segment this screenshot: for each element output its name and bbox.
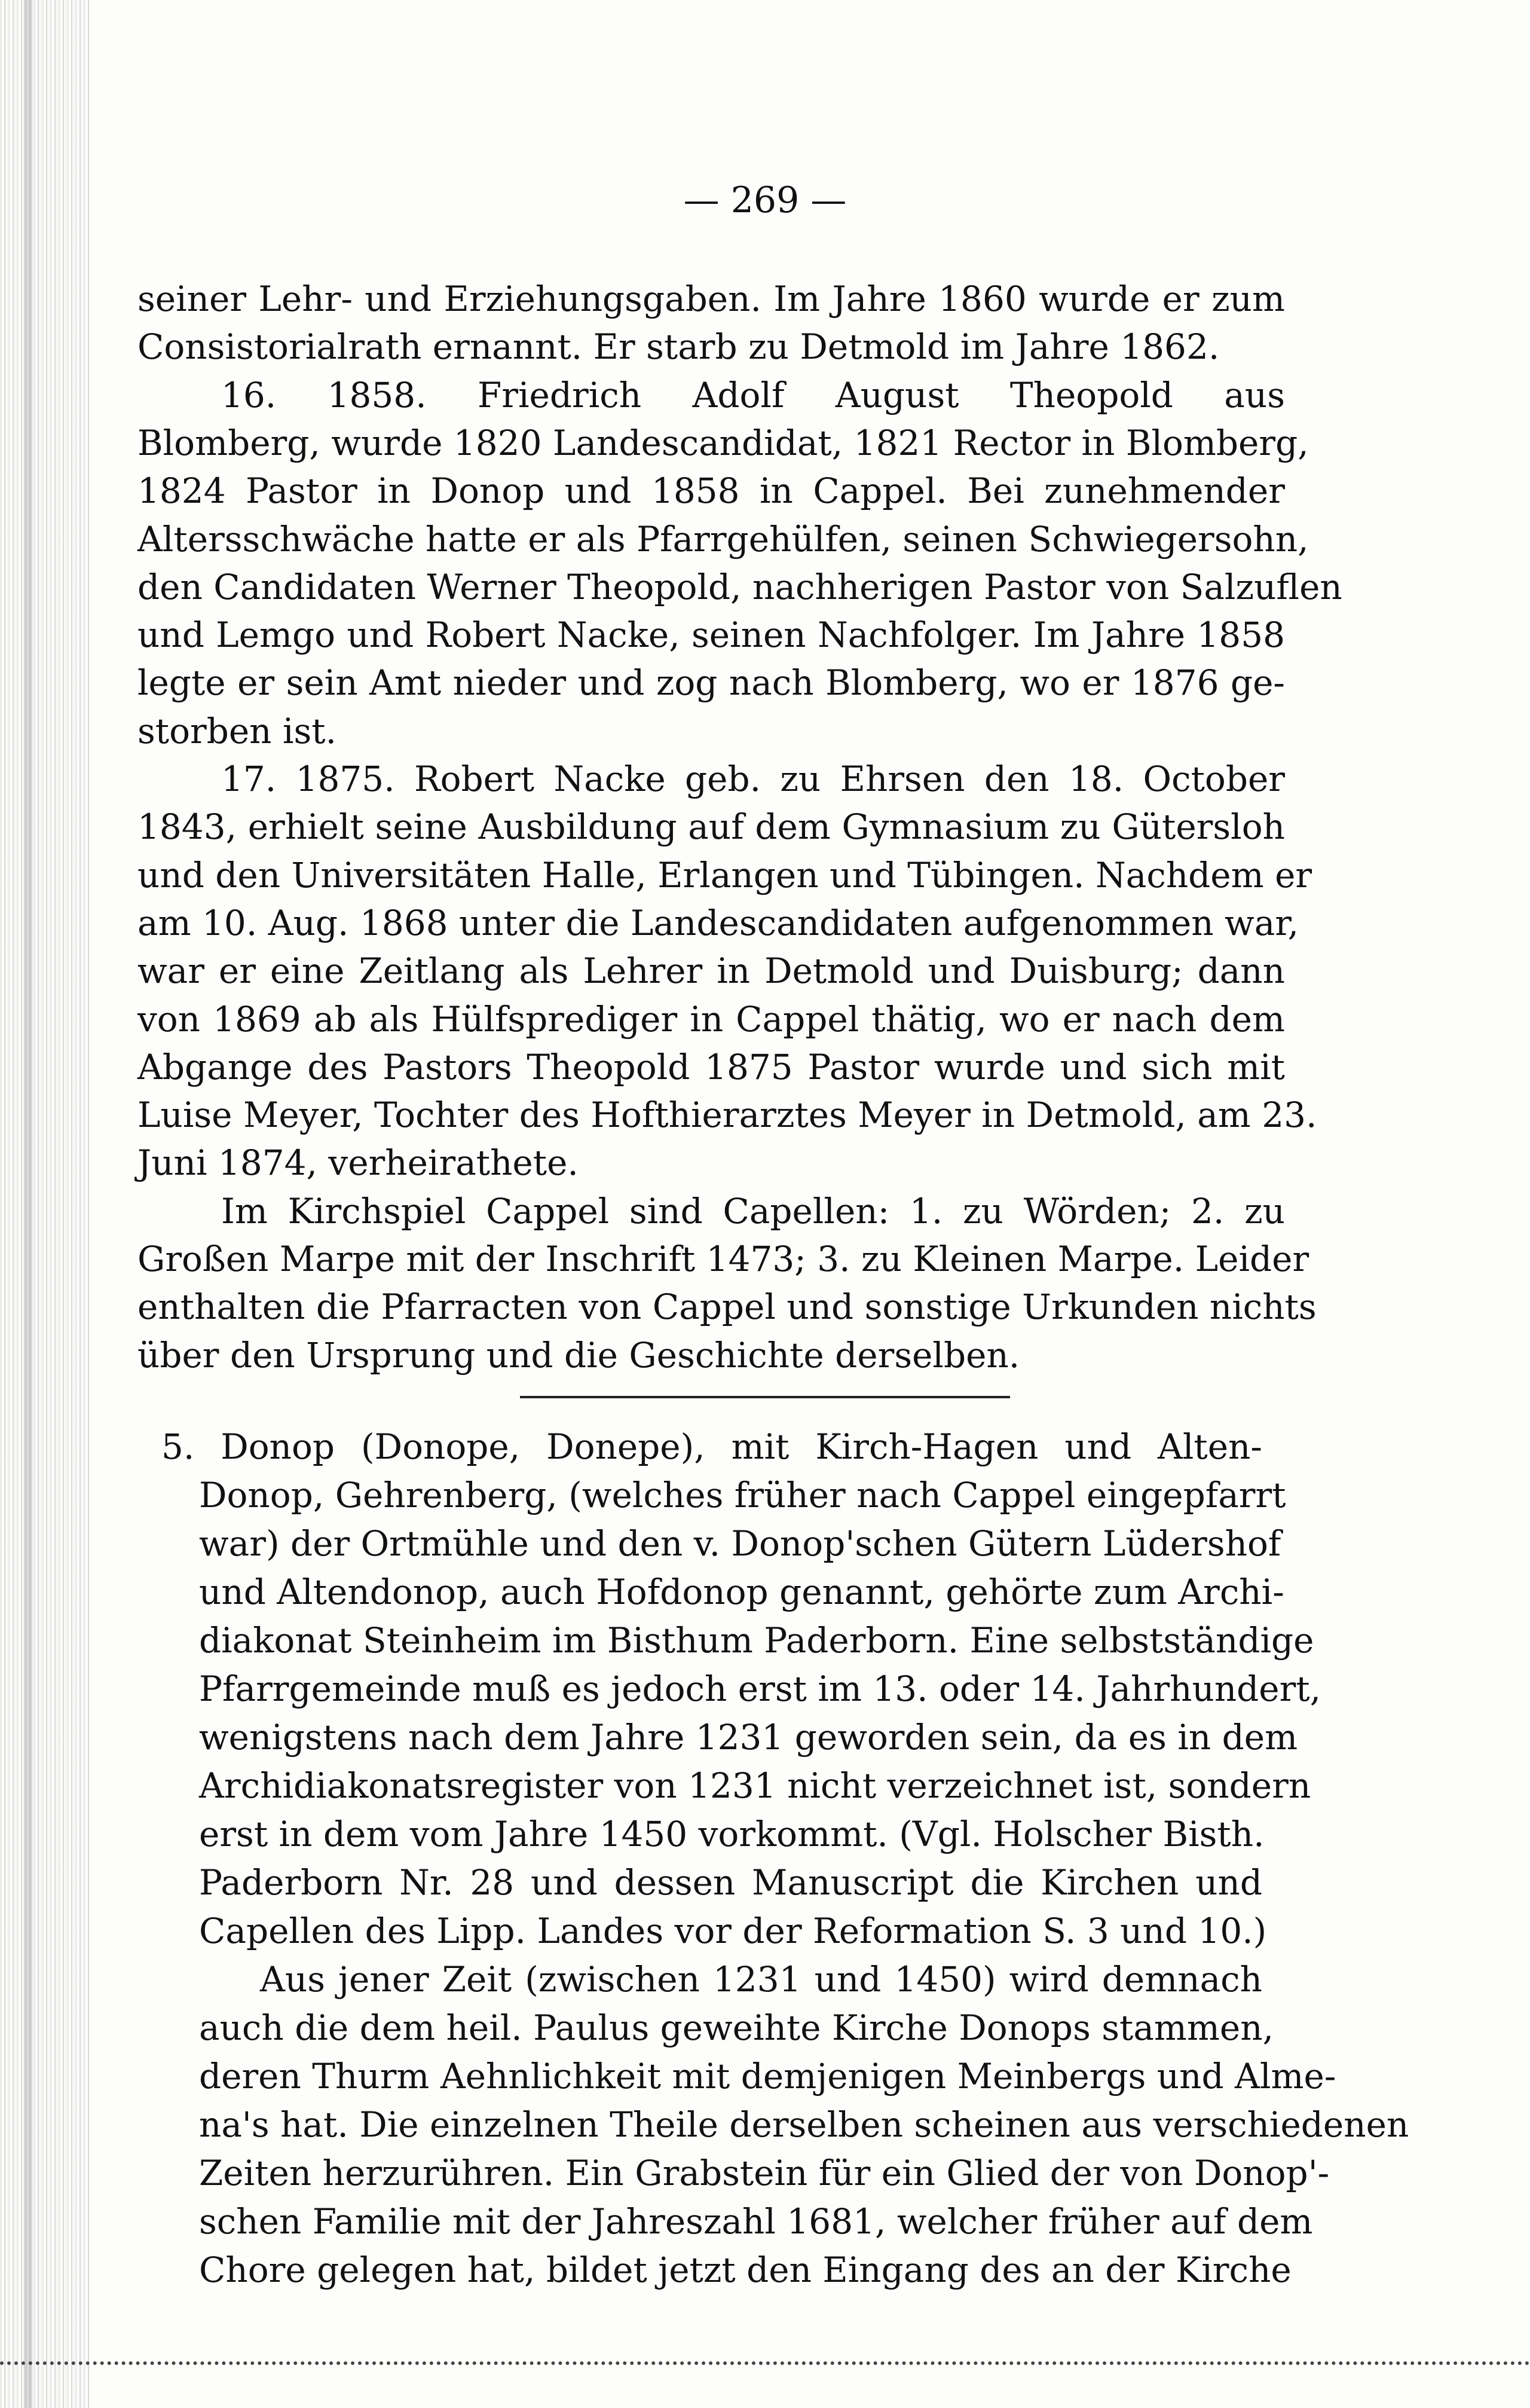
text-line: Paderborn Nr. 28 und dessen Manuscript die Kirchen und	[199, 1862, 1262, 1903]
text-line: Chore gelegen hat, bildet jetzt den Eingang des an der Kirche	[199, 2250, 1292, 2290]
text-line: erst in dem vom Jahre 1450 vorkommt. (Vgl. Holscher Bisth.	[199, 1814, 1265, 1854]
text-line: seiner Lehr- und Erziehungsgaben. Im Jahre 1860 wurde er zum	[137, 279, 1285, 319]
text-line: von 1869 ab als Hülfsprediger in Cappel thätig, wo er nach dem	[137, 998, 1285, 1040]
text-line: und Altendonop, auch Hofdonop genannt, gehörte zum Archi-	[199, 1572, 1284, 1612]
text-line: storben ist.	[137, 710, 337, 751]
text-line: 17. 1875. Robert Nacke geb. zu Ehrsen den 18. October	[221, 759, 1285, 799]
text-line: 5. Donop (Donope, Donepe), mit Kirch-Hagen und Alten-	[161, 1426, 1262, 1467]
text-line: Aus jener Zeit (zwischen 1231 und 1450) wird demnach	[260, 1959, 1262, 2000]
text-line: war er eine Zeitlang als Lehrer in Detmold und Duisburg; dann	[137, 951, 1285, 992]
text-line: Archidiakonatsregister von 1231 nicht verzeichnet ist, sondern	[199, 1765, 1311, 1806]
text-line: Blomberg, wurde 1820 Landescandidat, 1821 Rector in Blomberg,	[137, 422, 1309, 463]
text-line: Altersschwäche hatte er als Pfarrgehülfen, seinen Schwiegersohn,	[137, 518, 1309, 560]
text-line: am 10. Aug. 1868 unter die Landescandidaten aufgenommen war,	[137, 902, 1299, 943]
text-line: Im Kirchspiel Cappel sind Capellen: 1. zu Wörden; 2. zu	[221, 1190, 1285, 1231]
text-line: enthalten die Pfarracten von Cappel und sonstige Urkunden nichts	[137, 1286, 1317, 1328]
text-line: deren Thurm Aehnlichkeit mit demjenigen Meinbergs und Alme-	[199, 2056, 1336, 2097]
text-line: über den Ursprung und die Geschichte derselben.	[137, 1334, 1020, 1376]
text-line: Pfarrgemeinde muß es jedoch erst im 13. oder 14. Jahrhundert,	[199, 1669, 1321, 1709]
text-line: legte er sein Amt nieder und zog nach Blomberg, wo er 1876 ge-	[137, 662, 1285, 704]
text-line: und Lemgo und Robert Nacke, seinen Nachfolger. Im Jahre 1858	[137, 615, 1285, 656]
text-line: diakonat Steinheim im Bisthum Paderborn. Eine selbstständige	[199, 1620, 1314, 1661]
text-line: 1843, erhielt seine Ausbildung auf dem Gymnasium zu Gütersloh	[137, 806, 1285, 848]
scan-edge-shadow	[0, 0, 90, 2408]
text-line: Juni 1874, verheirathete.	[137, 1142, 579, 1184]
text-line: na's hat. Die einzelnen Theile derselben scheinen aus verschiedenen	[199, 2104, 1409, 2145]
text-line: Großen Marpe mit der Inschrift 1473; 3. zu Kleinen Marpe. Leider	[137, 1239, 1309, 1279]
text-line: Abgange des Pastors Theopold 1875 Pastor wurde und sich mit	[137, 1046, 1285, 1087]
text-line: 1824 Pastor in Donop und 1858 in Cappel. Bei zunehmender	[137, 470, 1285, 512]
text-line: wenigstens nach dem Jahre 1231 geworden sein, da es in dem	[199, 1717, 1298, 1758]
text-line: Donop, Gehrenberg, (welches früher nach Cappel eingepfarrt	[199, 1475, 1286, 1515]
text-line: auch die dem heil. Paulus geweihte Kirche Donops stammen,	[199, 2007, 1274, 2048]
section-divider	[520, 1396, 1010, 1398]
text-line: Luise Meyer, Tochter des Hofthierarztes Meyer in Detmold, am 23.	[137, 1095, 1317, 1136]
text-line: Capellen des Lipp. Landes vor der Reformation S. 3 und 10.)	[199, 1911, 1267, 1951]
text-line: Zeiten herzurühren. Ein Grabstein für ein Glied der von Donop'-	[199, 2153, 1330, 2193]
text-line: Consistorialrath ernannt. Er starb zu Detmold im Jahre 1862.	[137, 326, 1220, 368]
text-line: war) der Ortmühle und den v. Donop'schen Gütern Lüdershof	[199, 1523, 1281, 1564]
scan-bottom-edge	[0, 2361, 1530, 2365]
text-line: den Candidaten Werner Theopold, nachherigen Pastor von Salzuflen	[137, 566, 1342, 607]
text-line: schen Familie mit der Jahreszahl 1681, welcher früher auf dem	[199, 2201, 1313, 2242]
page-number: — 269 —	[683, 179, 847, 221]
scan-edge-line	[24, 0, 32, 2408]
text-line: 16. 1858. Friedrich Adolf August Theopold aus	[221, 374, 1285, 415]
text-line: und den Universitäten Halle, Erlangen und Tübingen. Nachdem er	[137, 854, 1312, 896]
